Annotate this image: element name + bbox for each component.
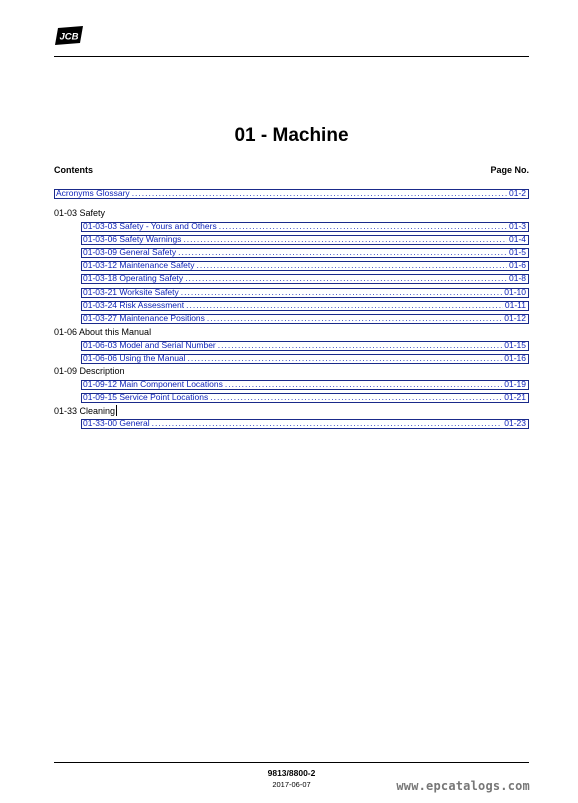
toc-link-label: 01-03-21 Worksite Safety (83, 288, 179, 297)
toc-link-label: 01-03-27 Maintenance Positions (83, 314, 205, 323)
toc-page-number: 01-11 (504, 301, 526, 310)
dot-leader (218, 341, 502, 350)
page-title: 01 - Machine (234, 125, 349, 146)
dot-leader (225, 380, 502, 389)
toc-link-risk-assessment[interactable] (81, 301, 529, 311)
toc-page-number: 01-15 (504, 341, 526, 350)
toc-link-label: 01-06-03 Model and Serial Number (83, 341, 216, 350)
toc-page-number: 01-19 (504, 380, 526, 389)
page-no-label: Page No. (490, 165, 529, 175)
toc-link-using-the-manual[interactable] (81, 354, 529, 364)
toc-page-number: 01-12 (504, 314, 526, 323)
toc-link-label: 01-03-06 Safety Warnings (83, 235, 182, 244)
toc-link-model-and-serial-number[interactable] (81, 341, 529, 351)
toc-page-number: 01-10 (504, 288, 526, 297)
toc-link-operating-safety[interactable] (81, 274, 529, 284)
jcb-logo (54, 26, 84, 45)
dot-leader (181, 288, 503, 297)
toc-link-label: 01-03-09 General Safety (83, 248, 177, 257)
document-number: 9813/8800-2 (267, 768, 316, 778)
toc-link-worksite-safety[interactable] (81, 288, 529, 298)
dot-leader (197, 261, 507, 270)
toc-page-number: 01-8 (508, 274, 526, 283)
dot-leader (186, 301, 503, 310)
contents-label: Contents (54, 165, 93, 175)
toc-page-number: 01-21 (504, 393, 526, 402)
toc-link-label: 01-03-18 Operating Safety (83, 274, 184, 283)
toc-link-label: 01-03-03 Safety - Yours and Others (83, 222, 217, 231)
section-heading-about-this-manual: 01-06 About this Manual (54, 327, 152, 337)
text-cursor (116, 405, 117, 416)
toc-link-label: 01-09-12 Main Component Locations (83, 380, 223, 389)
toc-link-safety-warnings[interactable] (81, 235, 529, 245)
footer-rule (54, 762, 529, 763)
toc-link-safety-yours-and-others[interactable] (81, 222, 529, 232)
toc-link-label: Acronyms Glossary (56, 189, 130, 198)
toc-page-number: 01-16 (504, 354, 526, 363)
toc-page-number: 01-3 (508, 222, 526, 231)
section-heading-description: 01-09 Description (54, 366, 125, 376)
watermark: www.epcatalogs.com (396, 779, 530, 793)
dot-leader (210, 393, 502, 402)
toc-link-label: 01-03-24 Risk Assessment (83, 301, 185, 310)
toc-page-number: 01-5 (508, 248, 526, 257)
toc-page-number: 01-2 (508, 189, 526, 198)
contents-header (54, 165, 529, 179)
toc-link-label: 01-03-12 Maintenance Safety (83, 261, 195, 270)
dot-leader (207, 314, 502, 323)
section-heading-text: 01-33 Cleaning (54, 406, 116, 416)
toc-link-general-safety[interactable] (81, 248, 529, 258)
toc-page-number: 01-23 (504, 419, 526, 428)
toc-link-label: 01-09-15 Service Point Locations (83, 393, 209, 402)
toc-page-number: 01-4 (508, 235, 526, 244)
toc-link-service-point-locations[interactable] (81, 393, 529, 403)
toc-page-number: 01-6 (508, 261, 526, 270)
toc-link-maintenance-positions[interactable] (81, 314, 529, 324)
section-heading-cleaning (54, 405, 117, 417)
dot-leader (185, 274, 507, 283)
dot-leader (183, 235, 507, 244)
jcb-logo-text: JCB (59, 31, 79, 43)
dot-leader (152, 419, 503, 428)
dot-leader (178, 248, 507, 257)
toc-link-acronyms-glossary[interactable] (54, 189, 529, 199)
toc-link-main-component-locations[interactable] (81, 380, 529, 390)
dot-leader (132, 189, 507, 198)
toc-link-maintenance-safety[interactable] (81, 261, 529, 271)
dot-leader (188, 354, 503, 363)
section-heading-safety: 01-03 Safety (54, 208, 106, 218)
toc-link-label: 01-33-00 General (83, 419, 150, 428)
document-date: 2017-06-07 (272, 780, 311, 789)
dot-leader (219, 222, 507, 231)
toc-link-label: 01-06-06 Using the Manual (83, 354, 186, 363)
toc-link-cleaning-general[interactable] (81, 419, 529, 429)
header-rule (54, 56, 529, 57)
